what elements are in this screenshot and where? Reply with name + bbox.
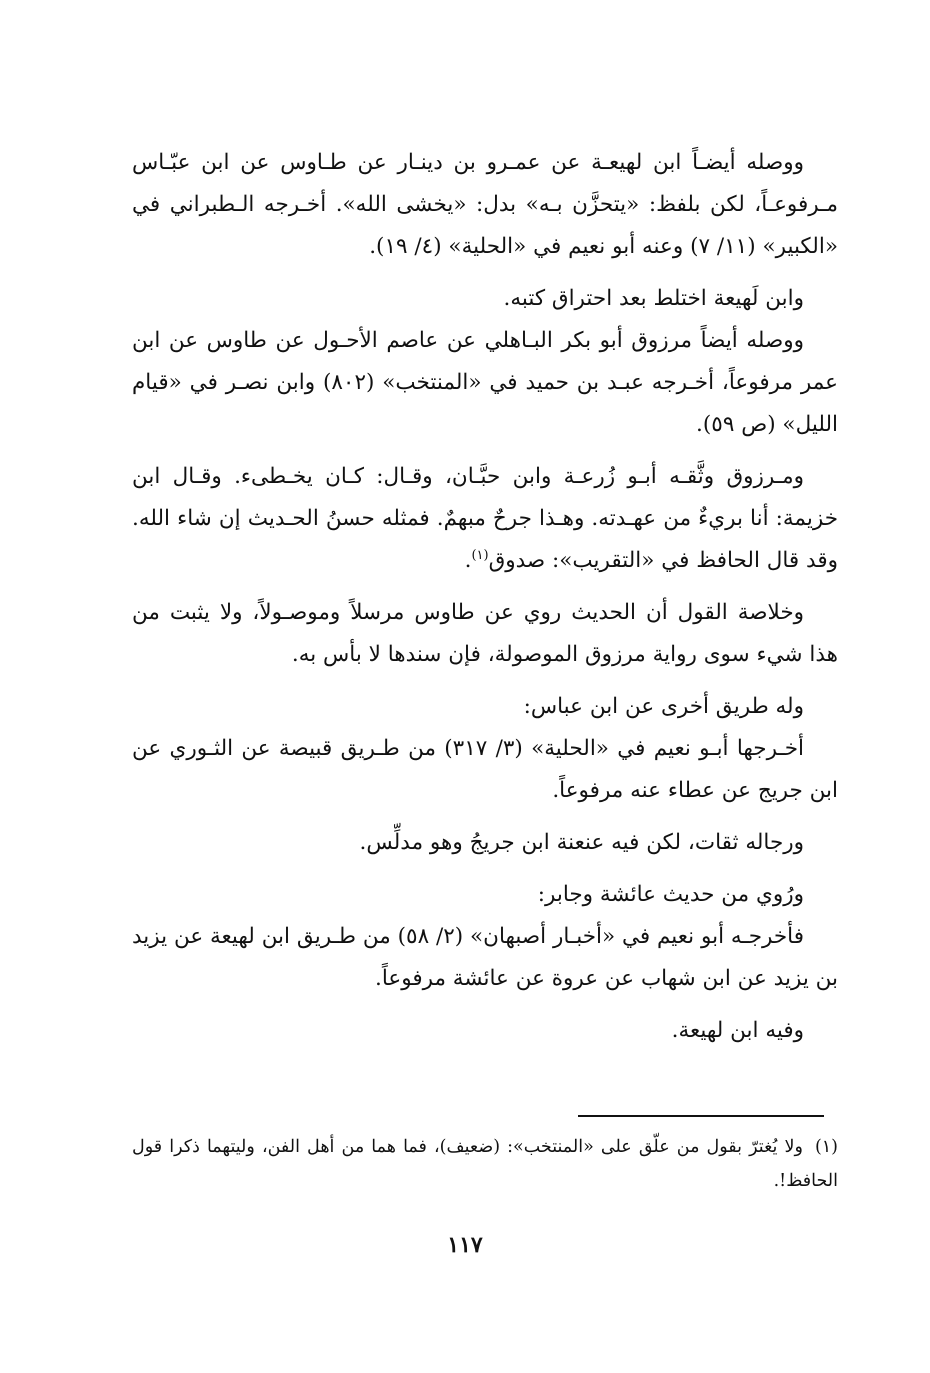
- paragraph-4-end: .: [464, 548, 472, 573]
- main-text: [132, 142, 838, 1062]
- paragraph-2: وابن لَهيعة اختلط بعد احتراق كتبه.: [503, 286, 804, 311]
- paragraph-8: ورجاله ثقات، لكن فيه عنعنة ابن جريجُ وهو مدلِّس.: [359, 830, 804, 855]
- paragraph-9: ورُوي من حديث عائشة وجابر:: [537, 882, 804, 907]
- footnote-reference: (١): [471, 547, 489, 563]
- paragraph-10: فأخرجـه أبو نعيم في «أخبـار أصبهان» (٢/ ٥٨) من طـريق ابن لهيعة عن يزيد بن يزيد عن ابن شهاب عن عروة عن عائشة مرفوعاً.: [132, 924, 838, 991]
- paragraph-4: [132, 456, 838, 582]
- paragraph-1: ووصله أيضـاً ابن لهيعـة عن عمـرو بن دينـار عن طـاوس عن ابن عبّـاس مـرفوعـاً، لكن بلفظ: «يتحزَّن بـه» بدل: «يخشى الله». أخـرجه الـطبراني في «الكبير» (١١/ ٧) وعنه أبو نعيم في «الحلية» (٤/ ١٩).: [132, 150, 838, 259]
- footnote: [132, 1130, 838, 1198]
- paragraph-5: وخلاصة القول أن الحديث روي عن طاوس مرسلاً وموصـولاً، ولا يثبت من هذا شيء سوى رواية مرزوق الموصولة، فإن سندها لا بأس به.: [132, 600, 838, 667]
- footnote-divider: [578, 1115, 824, 1117]
- paragraph-6: وله طريق أخرى عن ابن عباس:: [523, 694, 804, 719]
- paragraph-11: وفيه ابن لهيعة.: [671, 1018, 804, 1043]
- paragraph-4-text: ومـرزوق وثَّقـه أبـو زُرعـة وابن حبَّـان، وقـال: كـان يخـطىء. وقـال ابن خزيمة: أنا بريءٌ من عهـدته. وهـذا جرحٌ مبهمٌ. فمثله حسنُ الحـديث إن شاء الله. وقد قال الحافظ في «التقريب»: صدوق: [132, 464, 838, 573]
- paragraph-7: أخـرجها أبـو نعيم في «الحلية» (٣/ ٣١٧) من طـريق قبيصة عن الثـوري عن ابن جريج عن عطاء عنه مرفوعاً.: [132, 736, 838, 803]
- page-number: ١١٧: [447, 1232, 483, 1258]
- paragraph-3: ووصله أيضاً مرزوق أبو بكر البـاهلي عن عاصم الأحـول عن طاوس عن ابن عمر مرفوعاً، أخـرجه عبـد بن حميد في «المنتخب» (٨٠٢) وابن نصـر في «قيام الليل» (ص ٥٩).: [132, 328, 838, 437]
- footnote-text: ولا يُغترّ بقول من علّق على «المنتخب»: (ضعيف)، فما هما من أهل الفن، وليتهما ذكرا قول الحافظ!.: [132, 1137, 838, 1191]
- footnote-number: (١): [814, 1137, 838, 1157]
